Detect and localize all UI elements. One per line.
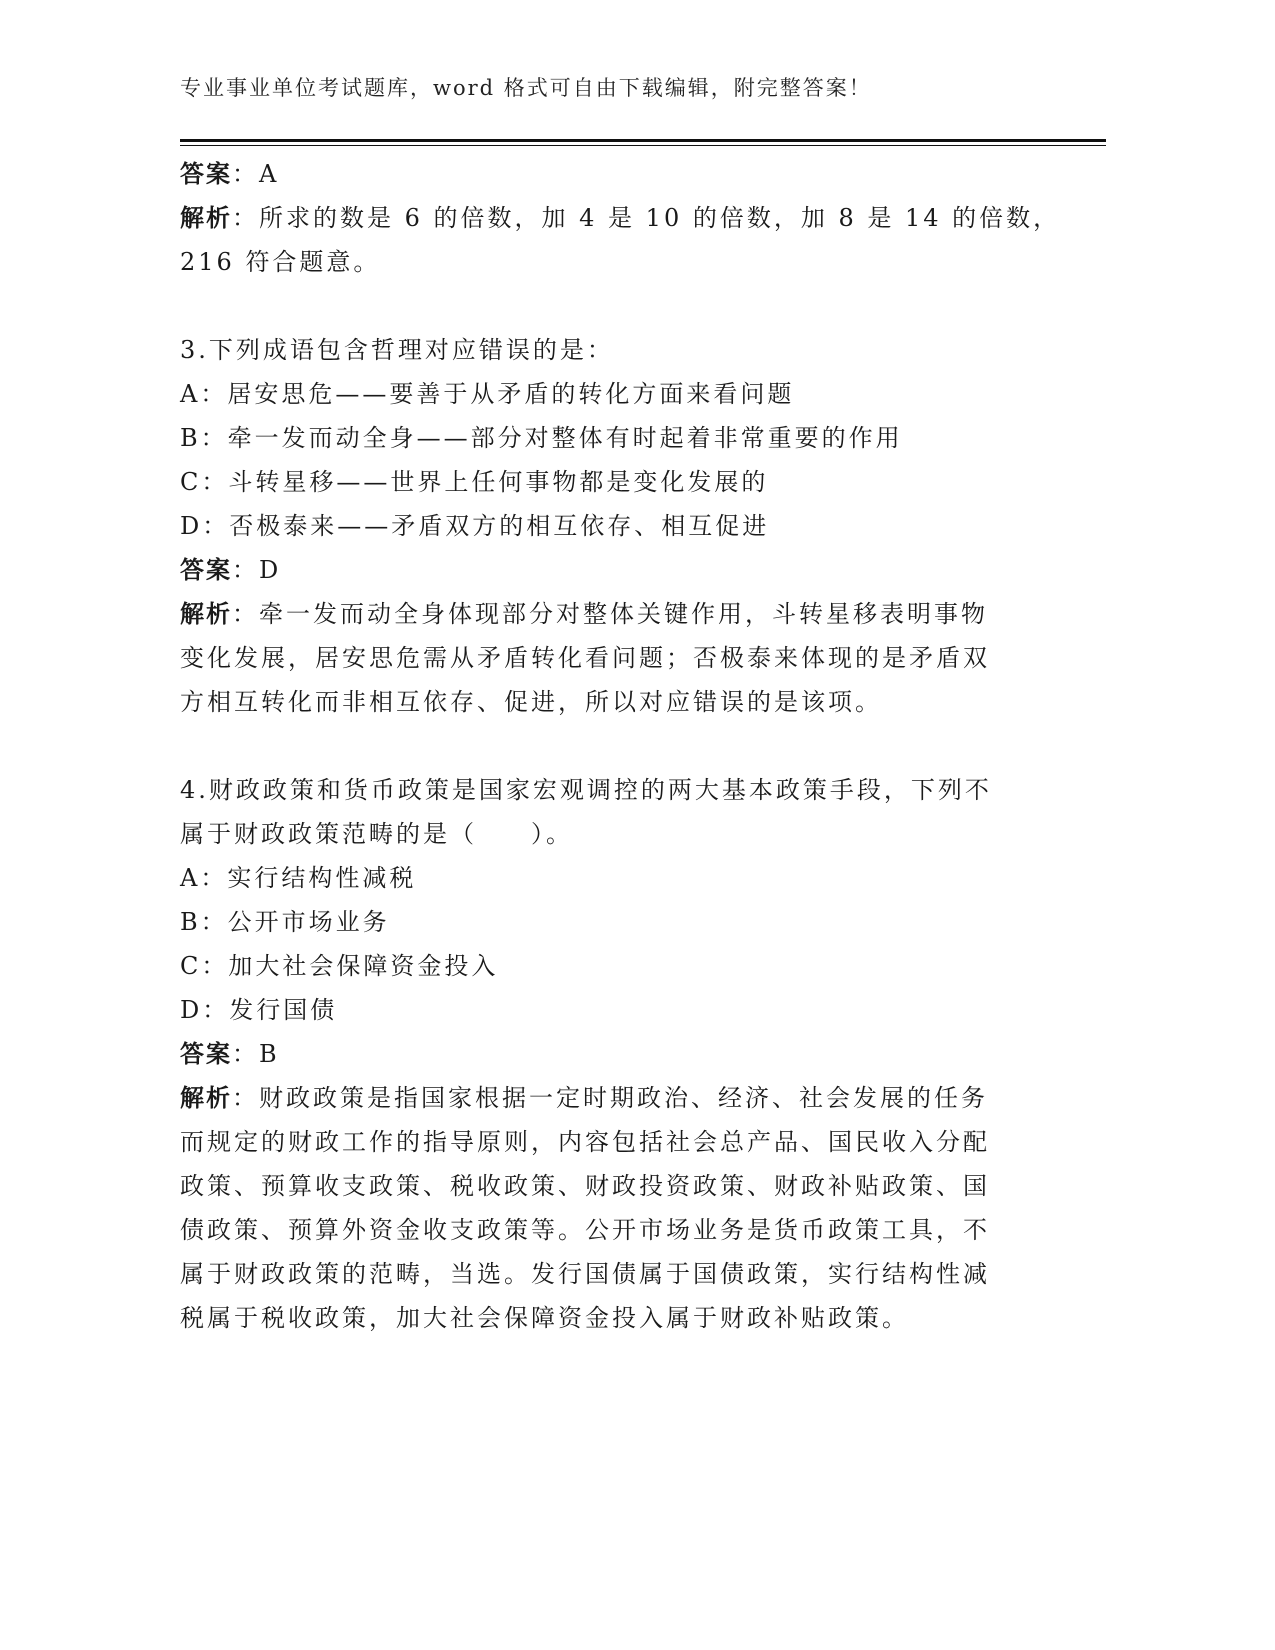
option-d: D：否极泰来——矛盾双方的相互依存、相互促进 <box>180 512 770 540</box>
analysis-label: 解析 <box>180 600 232 628</box>
analysis-text: 方相互转化而非相互依存、促进，所以对应错误的是该项。 <box>180 688 882 716</box>
question-text: 属于财政政策范畴的是（ ）。 <box>180 820 573 848</box>
option-b: B：牵一发而动全身——部分对整体有时起着非常重要的作用 <box>180 424 903 452</box>
document-body <box>180 152 1061 1340</box>
spacer <box>180 724 1020 768</box>
analysis-text: ：财政政策是指国家根据一定时期政治、经济、社会发展的任务 <box>232 1084 988 1112</box>
analysis-text: 属于财政政策的范畴，当选。发行国债属于国债政策，实行结构性减 <box>180 1260 990 1288</box>
option-a: A：实行结构性减税 <box>180 864 417 892</box>
answer-value: ：D <box>232 556 282 584</box>
answer-line <box>180 1032 1020 1076</box>
analysis-line <box>180 196 1061 240</box>
header-rule-thin <box>180 145 1106 146</box>
analysis-text: ：所求的数是 6 的倍数，加 4 是 10 的倍数，加 8 是 14 的倍数， <box>232 204 1061 232</box>
option-a: A：居安思危——要善于从矛盾的转化方面来看问题 <box>180 380 795 408</box>
answer-line <box>180 548 1020 592</box>
answer-label: 答案 <box>180 160 232 188</box>
analysis-label: 解析 <box>180 204 232 232</box>
analysis-line <box>180 1076 1020 1120</box>
analysis-text: 政策、预算收支政策、税收政策、财政投资政策、财政补贴政策、国 <box>180 1172 990 1200</box>
question-text: 4.财政政策和货币政策是国家宏观调控的两大基本政策手段，下列不 <box>180 776 992 804</box>
answer-line <box>180 152 1020 196</box>
analysis-text: 变化发展，居安思危需从矛盾转化看问题；否极泰来体现的是矛盾双 <box>180 644 990 672</box>
analysis-line <box>180 592 1020 636</box>
analysis-text: 税属于税收政策，加大社会保障资金投入属于财政补贴政策。 <box>180 1304 909 1332</box>
option-c: C：斗转星移——世界上任何事物都是变化发展的 <box>180 468 769 496</box>
analysis-text: 216 符合题意。 <box>180 248 381 276</box>
option-b: B：公开市场业务 <box>180 908 390 936</box>
answer-label: 答案 <box>180 556 232 584</box>
option-c: C：加大社会保障资金投入 <box>180 952 499 980</box>
analysis-text: ：牵一发而动全身体现部分对整体关键作用，斗转星移表明事物 <box>232 600 988 628</box>
analysis-text: 债政策、预算外资金收支政策等。公开市场业务是货币政策工具，不 <box>180 1216 990 1244</box>
answer-label: 答案 <box>180 1040 232 1068</box>
analysis-text: 而规定的财政工作的指导原则，内容包括社会总产品、国民收入分配 <box>180 1128 990 1156</box>
option-d: D：发行国债 <box>180 996 338 1024</box>
question-text: 3.下列成语包含哲理对应错误的是： <box>180 336 614 364</box>
analysis-label: 解析 <box>180 1084 232 1112</box>
answer-value: ：A <box>232 160 280 188</box>
header-rule-thick <box>180 139 1106 142</box>
spacer <box>180 284 1020 328</box>
answer-value: ：B <box>232 1040 280 1068</box>
page-header: 专业事业单位考试题库，word 格式可自由下载编辑，附完整答案！ <box>180 76 872 100</box>
